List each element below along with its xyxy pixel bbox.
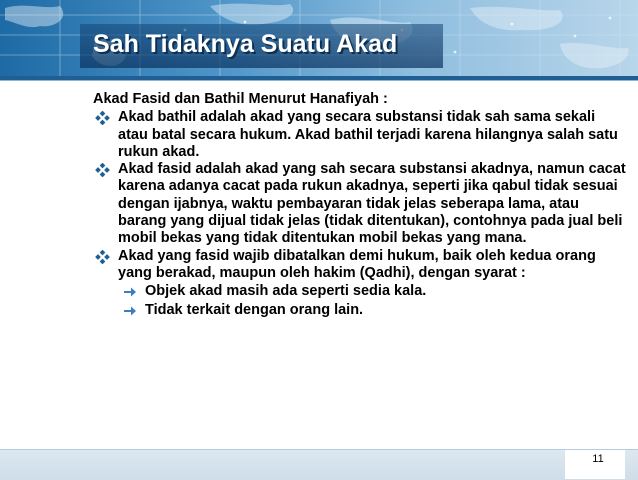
slide-body (93, 91, 628, 319)
bullet-item (93, 161, 628, 247)
bullet-item (93, 109, 628, 161)
bullet-text: Akad bathil adalah akad yang secara substansi tidak sah sama sekali atau batal secara hukum. Akad bathil terjadi karena hilangnya salah satu rukun akad. (118, 109, 618, 160)
sub-bullet-item (93, 302, 628, 319)
slide-title: Sah Tidaknya Suatu Akad (93, 30, 398, 58)
diamond-bullet-icon (95, 163, 111, 177)
diamond-bullet-icon (95, 250, 111, 264)
title-box (80, 24, 443, 68)
sub-bullet-item (93, 283, 628, 300)
page-number: 11 (592, 453, 604, 465)
bullet-text: Akad yang fasid wajib dibatalkan demi hukum, baik oleh kedua orang yang berakad, maupun oleh hakim (Qadhi), dengan syarat : (118, 247, 596, 281)
sub-bullet-text: Objek akad masih ada seperti sedia kala. (145, 283, 427, 300)
bullet-item (93, 248, 628, 283)
header-divider-light (0, 80, 638, 81)
intro-text: Akad Fasid dan Bathil Menurut Hanafiyah : (93, 91, 388, 107)
footer-bar (0, 449, 638, 480)
header-banner (0, 0, 638, 76)
diamond-bullet-icon (95, 111, 111, 125)
sub-bullet-text: Tidak terkait dengan orang lain. (145, 301, 364, 318)
arrow-right-icon (123, 286, 137, 298)
bullet-text: Akad fasid adalah akad yang sah secara substansi akadnya, namun cacat karena adanya cacat pada rukun akadnya, seperti jika qabul tidak sesuai dengan ijabnya, waktu pembayaran tidak jelas seberapa lama, atau barang yang dijual tidak jelas (tidak ditentukan), contohnya pada jual beli mobil bekas yang tidak ditentukan mobil bekas yang mana. (118, 161, 626, 247)
arrow-right-icon (123, 305, 137, 317)
